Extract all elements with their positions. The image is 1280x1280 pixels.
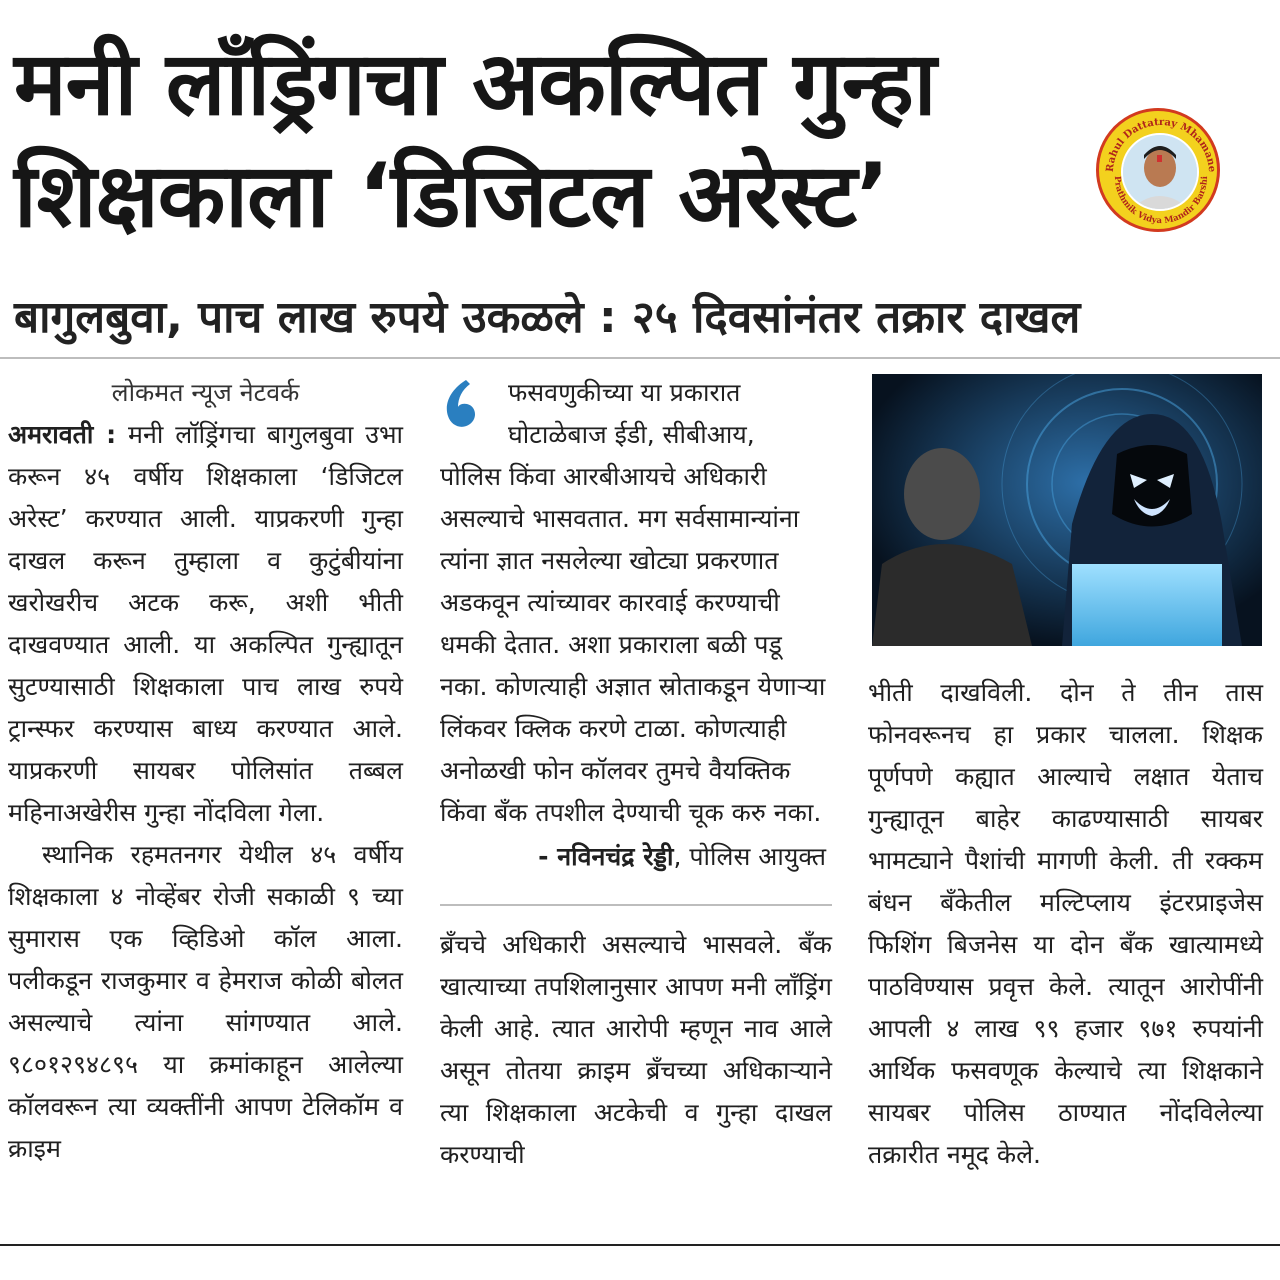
hacker-photo <box>872 374 1262 646</box>
stamp-bottom-text: Prathmik Vidya Mandir Barshi <box>1111 175 1211 227</box>
quote-body: पोलिस किंवा आरबीआयचे अधिकारी असल्याचे भासवतात. मग सर्वसामान्यांना त्यांना ज्ञात नसलेल्या खोट्या प्रकरणात अडकवून त्यांच्यावर कारवाई करण्याची धमकी देतात. अशा प्रकाराला बळी पडू नका. कोणत्याही अज्ञात स्रोताकडून येणाऱ्या लिंकवर क्लिक करणे टाळा. कोणत्याही अनोळखी फोन कॉलवर तुमचे वैयक्तिक किंवा बँक तपशील देण्याची चूक करु नका. <box>440 462 826 827</box>
quote-opening: फसवणुकीच्या या प्रकारात घोटाळेबाज ईडी, सीबीआय, <box>508 378 755 449</box>
svg-text:Rahul Dattatray Mhamane <box>1105 117 1217 173</box>
stamp-top-text: Rahul Dattatray Mhamane <box>1104 116 1218 173</box>
quote-attribution <box>440 836 832 878</box>
divider <box>0 357 1280 359</box>
headline-line-2: शिक्षकाला ‘डिजिटल अरेस्ट’ <box>14 144 889 247</box>
column1-paragraph-1 <box>8 414 403 834</box>
headline-line-1: मनी लॉंड्रिंगचा अकल्पित गुन्हा <box>14 32 936 135</box>
quote-mark-icon <box>440 376 492 432</box>
attribution-title: , पोलिस आयुक्त <box>673 842 826 871</box>
bottom-rule <box>0 1244 1280 1246</box>
subheadline: बागुलबुवा, पाच लाख रुपये उकळले : २५ दिवसांनंतर तक्रार दाखल <box>14 292 1081 343</box>
stamp-ring-text <box>1099 111 1223 235</box>
column3-paragraph: भीती दाखविली. दोन ते तीन तास फोनवरूनच हा प्रकार चालला. शिक्षक पूर्णपणे कह्यात आल्याचे लक्षात येताच गुन्ह्यातून बाहेर काढण्यासाठी सायबर भामट्याने पैशांची मागणी केली. ती रक्कम बंधन बँकेतील मल्टिप्लाय इंटरप्राइजेस फिशिंग बिजनेस या दोन बँक खात्यामध्ये पाठविण्यास प्रवृत्त केले. त्यातून आरोपींनी आपली ४ लाख ९९ हजार ९७१ रुपयांनी आर्थिक फसवणूक केल्याचे त्या शिक्षकाने सायबर पोलिस ठाण्यात नोंदविलेल्या तक्रारीत नमूद केले. <box>868 678 1263 1169</box>
byline: लोकमत न्यूज नेटवर्क <box>111 378 300 407</box>
column2-paragraph: ब्रँचचे अधिकारी असल्याचे भासवले. बँक खात्याच्या तपशिलानुसार आपण मनी लाँड्रिंग केली आहे. त्यात आरोपी म्हणून नाव आले असून तोतया क्राइम ब्रँचच्या अधिकाऱ्याने त्या शिक्षकाला अटकेची व गुन्हा दाखल करण्याची <box>440 930 832 1169</box>
dateline: अमरावती : <box>8 420 117 449</box>
article-column-1 <box>8 372 403 1170</box>
divider <box>440 904 832 906</box>
column1-paragraph-1-text: मनी लॉड्रिंगचा बागुलबुवा उभा करून ४५ वर्षीय शिक्षकाला ‘डिजिटल अरेस्ट’ करण्यात आली. याप्रकरणी गुन्हा दाखल करून तुम्हाला व कुटुंबीयांना खरोखरीच अटक करू, अशी भीती दाखवण्यात आली. या अकल्पित गुन्ह्यातून सुटण्यासाठी शिक्षकाला पाच लाख रुपये ट्रान्स्फर करण्यास बाध्य करण्यात आले. याप्रकरणी सायबर पोलिसांत तब्बल महिनाअखेरीस गुन्हा नोंदविला गेला. <box>8 420 403 827</box>
attribution-name: - नविनचंद्र रेड्डी <box>538 842 674 871</box>
pull-quote <box>440 372 832 878</box>
svg-text:Prathmik Vidya Mandir Barshi <box>1112 175 1210 226</box>
article-column-2 <box>440 372 832 1176</box>
author-stamp <box>1096 108 1220 232</box>
column1-paragraph-2: स्थानिक रहमतनगर येथील ४५ वर्षीय शिक्षकाला ४ नोव्हेंबर रोजी सकाळी ९ च्या सुमारास एक व्हिडिओ कॉल आला. पलीकडून राजकुमार व हेमराज कोळी बोलत असल्याचे त्यांना सांगण्यात आले. ९८०१२९४८९५ या क्रमांकाहून आलेल्या कॉलवरून त्या व्यक्तींनी आपण टेलिकॉम व क्राइम <box>8 840 403 1163</box>
